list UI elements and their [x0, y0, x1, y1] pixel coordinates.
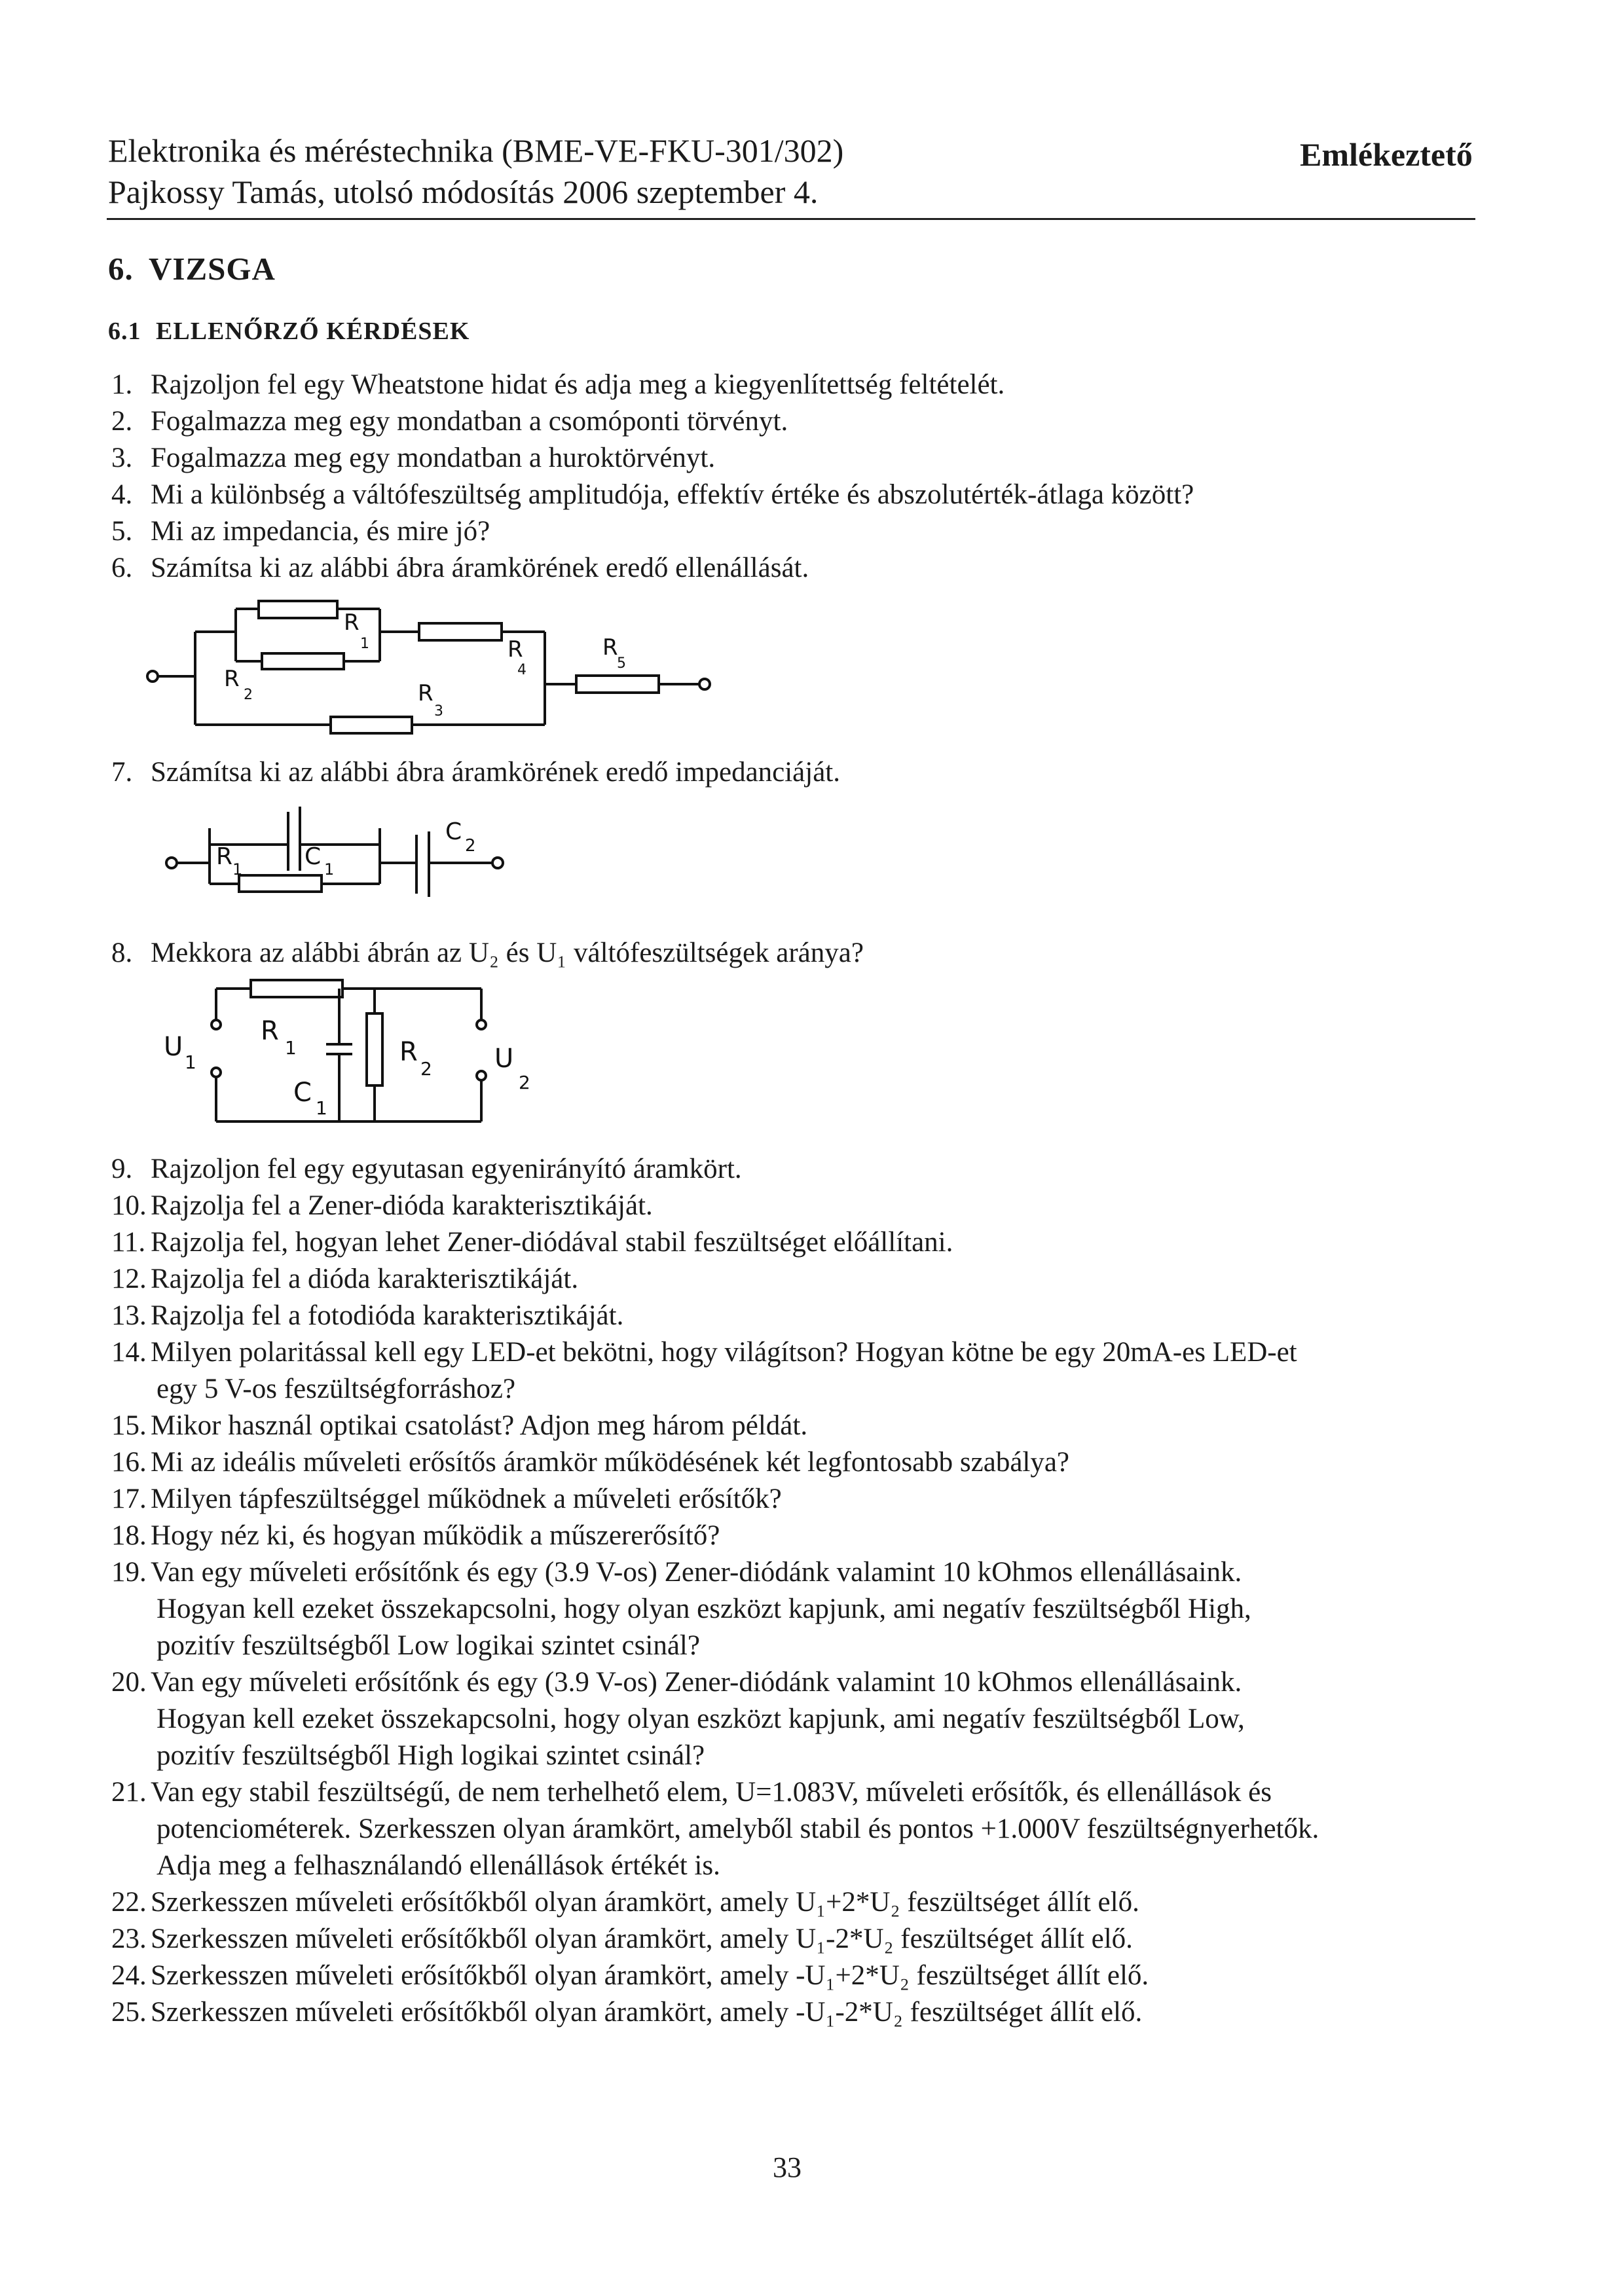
label-c1-sub: 1: [324, 860, 335, 879]
question-text: Számítsa ki az alábbi ábra áramkörének eredő ellenállását.: [151, 553, 809, 583]
question-text: Fogalmazza meg egy mondatban a huroktörvényt.: [151, 443, 716, 473]
label-r2: R: [224, 666, 240, 692]
header-author-line: Pajkossy Tamás, utolsó módosítás 2006 szeptember 4.: [108, 173, 819, 210]
question-text: Fogalmazza meg egy mondatban a csomóponti törvényt.: [151, 406, 788, 437]
section-title: ELLENŐRZŐ KÉRDÉSEK: [156, 318, 470, 345]
header-doc-type: Emlékeztető: [1300, 136, 1473, 173]
label-c2-sub: 2: [465, 836, 476, 856]
label-u1: U: [164, 1032, 183, 1062]
question-number: 12.: [111, 1264, 147, 1294]
question-number: 5.: [111, 516, 133, 547]
question-number: 13.: [111, 1300, 147, 1331]
label-c2: C: [445, 818, 462, 845]
question-text: Rajzolja fel a Zener-dióda karakterisztikáját.: [151, 1190, 653, 1221]
question-number: 4.: [111, 479, 133, 510]
label-r2-sub: 2: [244, 687, 253, 703]
label-c1: C: [304, 843, 322, 870]
question-text: Mekkora az alábbi ábrán az U₂ és U₁ váltófeszültségek aránya?: [151, 938, 864, 968]
question-text: Rajzolja fel a fotodióda karakterisztikáját.: [151, 1300, 624, 1331]
question-number: 25.: [111, 1997, 147, 2028]
question-text-line-3: pozitív feszültségből High logikai szintet csinál?: [157, 1740, 705, 1771]
label-u2-sub: 2: [519, 1072, 530, 1093]
chapter-heading: [108, 250, 276, 287]
question-text: Szerkesszen műveleti erősítőkből olyan áramkört, amely -U₁-2*U₂ feszültséget állít elő.: [151, 1997, 1143, 2028]
question-text: Mi a különbség a váltófeszültség amplitudója, effektív értéke és abszolutérték-átlaga között?: [151, 479, 1194, 510]
question-text-line-3: Adja meg a felhasználandó ellenállások értékét is.: [157, 1850, 720, 1881]
chapter-title: VIZSGA: [149, 251, 276, 287]
label-r5: R: [602, 634, 618, 661]
question-number: 22.: [111, 1887, 147, 1918]
question-number: 3.: [111, 443, 133, 473]
question-number: 18.: [111, 1520, 147, 1551]
label-c1: C: [293, 1078, 312, 1108]
question-number: 1.: [111, 369, 133, 400]
label-r1-sub: 1: [360, 636, 369, 652]
question-number: 21.: [111, 1777, 147, 1808]
label-r3: R: [418, 680, 434, 706]
question-text: Van egy műveleti erősítőnk és egy (3.9 V-os) Zener-diódánk valamint 10 kOhmos ellenállásaink.: [151, 1557, 1242, 1588]
question-number: 20.: [111, 1667, 147, 1698]
question-number: 17.: [111, 1484, 147, 1514]
question-text-line-2: Hogyan kell ezeket összekapcsolni, hogy olyan eszközt kapjunk, ami negatív feszültségből High,: [157, 1594, 1251, 1624]
question-number: 14.: [111, 1337, 147, 1368]
page-number: 33: [773, 2151, 802, 2183]
section-number: 6.1: [108, 318, 141, 345]
question-number: 16.: [111, 1447, 147, 1478]
question-text: Milyen polaritással kell egy LED-et bekötni, hogy világítson? Hogyan kötne be egy 20mA-es LED-et: [151, 1337, 1297, 1368]
label-r2-sub: 2: [420, 1058, 432, 1080]
question-text: Mikor használ optikai csatolást? Adjon meg három példát.: [151, 1410, 808, 1441]
question-text-line-3: pozitív feszültségből Low logikai szintet csinál?: [157, 1630, 700, 1661]
question-text: Van egy műveleti erősítőnk és egy (3.9 V-os) Zener-diódánk valamint 10 kOhmos ellenállásaink.: [151, 1667, 1242, 1698]
question-text: Szerkesszen műveleti erősítőkből olyan áramkört, amely U₁-2*U₂ feszültséget állít elő.: [151, 1923, 1133, 1954]
label-r3-sub: 3: [434, 703, 443, 720]
header-rule: [107, 218, 1475, 220]
label-u1-sub: 1: [185, 1051, 196, 1073]
question-number: 11.: [111, 1227, 146, 1258]
question-number: 23.: [111, 1923, 147, 1954]
question-number: 8.: [111, 938, 133, 968]
question-number: 15.: [111, 1410, 147, 1441]
question-text-line-2: Hogyan kell ezeket összekapcsolni, hogy olyan eszközt kapjunk, ami negatív feszültségből Low,: [157, 1704, 1245, 1734]
question-text: Rajzoljon fel egy Wheatstone hidat és adja meg a kiegyenlítettség feltételét.: [151, 369, 1005, 400]
label-r4: R: [507, 636, 523, 663]
label-r1: R: [261, 1016, 279, 1046]
section-heading: [108, 317, 470, 346]
label-r5-sub: 5: [617, 655, 626, 672]
label-c1-sub: 1: [316, 1097, 327, 1119]
label-r1-sub: 1: [232, 860, 243, 879]
label-r4-sub: 4: [517, 662, 526, 678]
question-number: 6.: [111, 553, 133, 583]
header-course: Elektronika és méréstechnika (BME-VE-FKU-301/302): [108, 132, 844, 169]
question-number: 19.: [111, 1557, 147, 1588]
question-text: Rajzolja fel, hogyan lehet Zener-diódával stabil feszültséget előállítani.: [151, 1227, 953, 1258]
label-r2: R: [399, 1037, 418, 1067]
question-text: Milyen tápfeszültséggel működnek a műveleti erősítők?: [151, 1484, 782, 1514]
question-text: Számítsa ki az alábbi ábra áramkörének eredő impedanciáját.: [151, 757, 840, 788]
question-number: 9.: [111, 1154, 133, 1184]
question-text: Rajzolja fel a dióda karakterisztikáját.: [151, 1264, 579, 1294]
question-text: Van egy stabil feszültségű, de nem terhelhető elem, U=1.083V, műveleti erősítők, és ellenállások és: [151, 1777, 1272, 1808]
question-text: Hogy néz ki, és hogyan működik a műszererősítő?: [151, 1520, 720, 1551]
question-text: Rajzoljon fel egy egyutasan egyenirányító áramkört.: [151, 1154, 742, 1184]
question-text: Mi az impedancia, és mire jó?: [151, 516, 490, 547]
question-number: 24.: [111, 1960, 147, 1991]
chapter-number: 6.: [108, 251, 134, 287]
label-r1: R: [344, 610, 360, 636]
question-text: Szerkesszen műveleti erősítőkből olyan áramkört, amely U₁+2*U₂ feszültséget állít elő.: [151, 1887, 1139, 1918]
label-r1-sub: 1: [285, 1037, 297, 1059]
question-text: Mi az ideális műveleti erősítős áramkör működésének két legfontosabb szabálya?: [151, 1447, 1070, 1478]
label-u2: U: [494, 1044, 514, 1074]
question-number: 2.: [111, 406, 133, 437]
question-text-line-2: egy 5 V-os feszültségforráshoz?: [157, 1374, 516, 1404]
label-r1: R: [216, 843, 233, 870]
question-text-line-2: potenciométerek. Szerkesszen olyan áramkört, amelyből stabil és pontos +1.000V feszültségnyerhetők.: [157, 1813, 1320, 1844]
question-number: 7.: [111, 757, 133, 788]
question-number: 10.: [111, 1190, 147, 1221]
question-text: Szerkesszen műveleti erősítőkből olyan áramkört, amely -U₁+2*U₂ feszültséget állít elő.: [151, 1960, 1149, 1991]
